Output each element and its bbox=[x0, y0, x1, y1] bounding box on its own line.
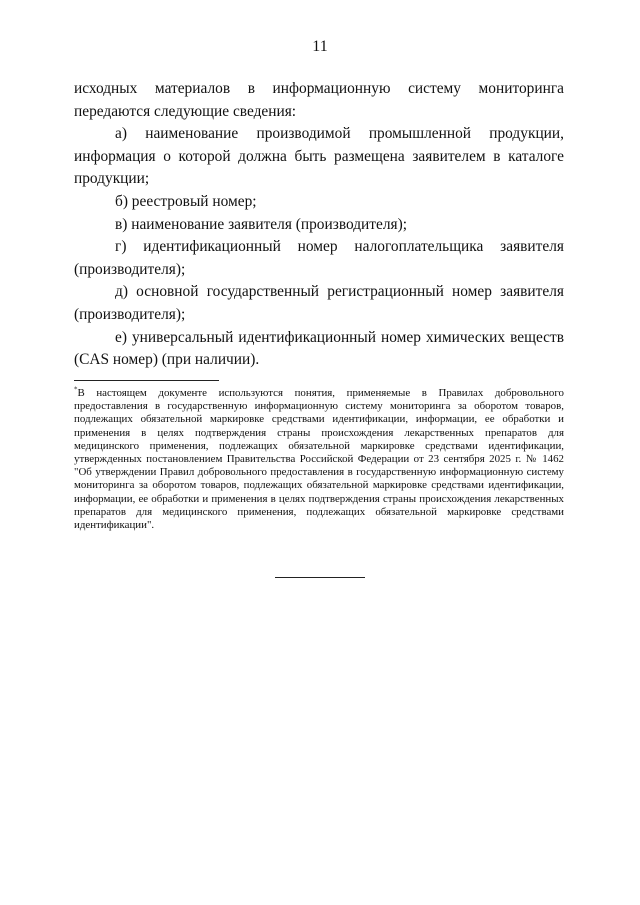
list-item-v: в) наименование заявителя (производителя); bbox=[115, 215, 408, 233]
intro-paragraph: исходных материалов в информационную систему мониторинга передаются следующие сведения: bbox=[74, 80, 564, 120]
list-item-e: е) универсальный идентификационный номер химических веществ (CAS номер) (при наличии). bbox=[74, 328, 564, 369]
list-item-b: б) реестровый номер; bbox=[115, 192, 257, 210]
body-text bbox=[74, 78, 564, 372]
end-of-document-line bbox=[275, 577, 365, 578]
list-item-d: д) основной государственный регистрационный номер заявителя (производителя); bbox=[74, 283, 564, 323]
list-item-g: г) идентификационный номер налогоплательщика заявителя (производителя); bbox=[74, 238, 564, 278]
footnote-divider bbox=[74, 380, 219, 381]
list-item-a: а) наименование производимой промышленной продукции, информация о которой должна быть размещена заявителем в каталоге продукции; bbox=[74, 125, 564, 188]
page-number: 11 bbox=[312, 38, 328, 55]
footnote bbox=[74, 387, 564, 532]
footnote-marker: * bbox=[74, 385, 78, 394]
footnote-text: В настоящем документе используются понятия, применяемые в Правилах добровольного предоставления в государственную информационную систему мониторинга за оборотом товаров, подлежащих обязательной маркировке средствами идентификации, информации, ее обработки и применения в целях подтверждения страны происхождения лекарственных препаратов для медицинского применения, подлежащих обязательной маркировке средствами идентификации, утвержденных постановлением Правительства Российской Федерации от 23 сентября 2025 г. № 1462 "Об утверждении Правил добровольного предоставления в государственную информационную систему мониторинга за оборотом товаров, подлежащих обязательной маркировке средствами идентификации, информации, ее обработки и применения в целях подтверждения страны происхождения лекарственных препаратов для медицинского применения, подлежащих обязательной маркировке средствами идентификации". bbox=[74, 387, 564, 532]
